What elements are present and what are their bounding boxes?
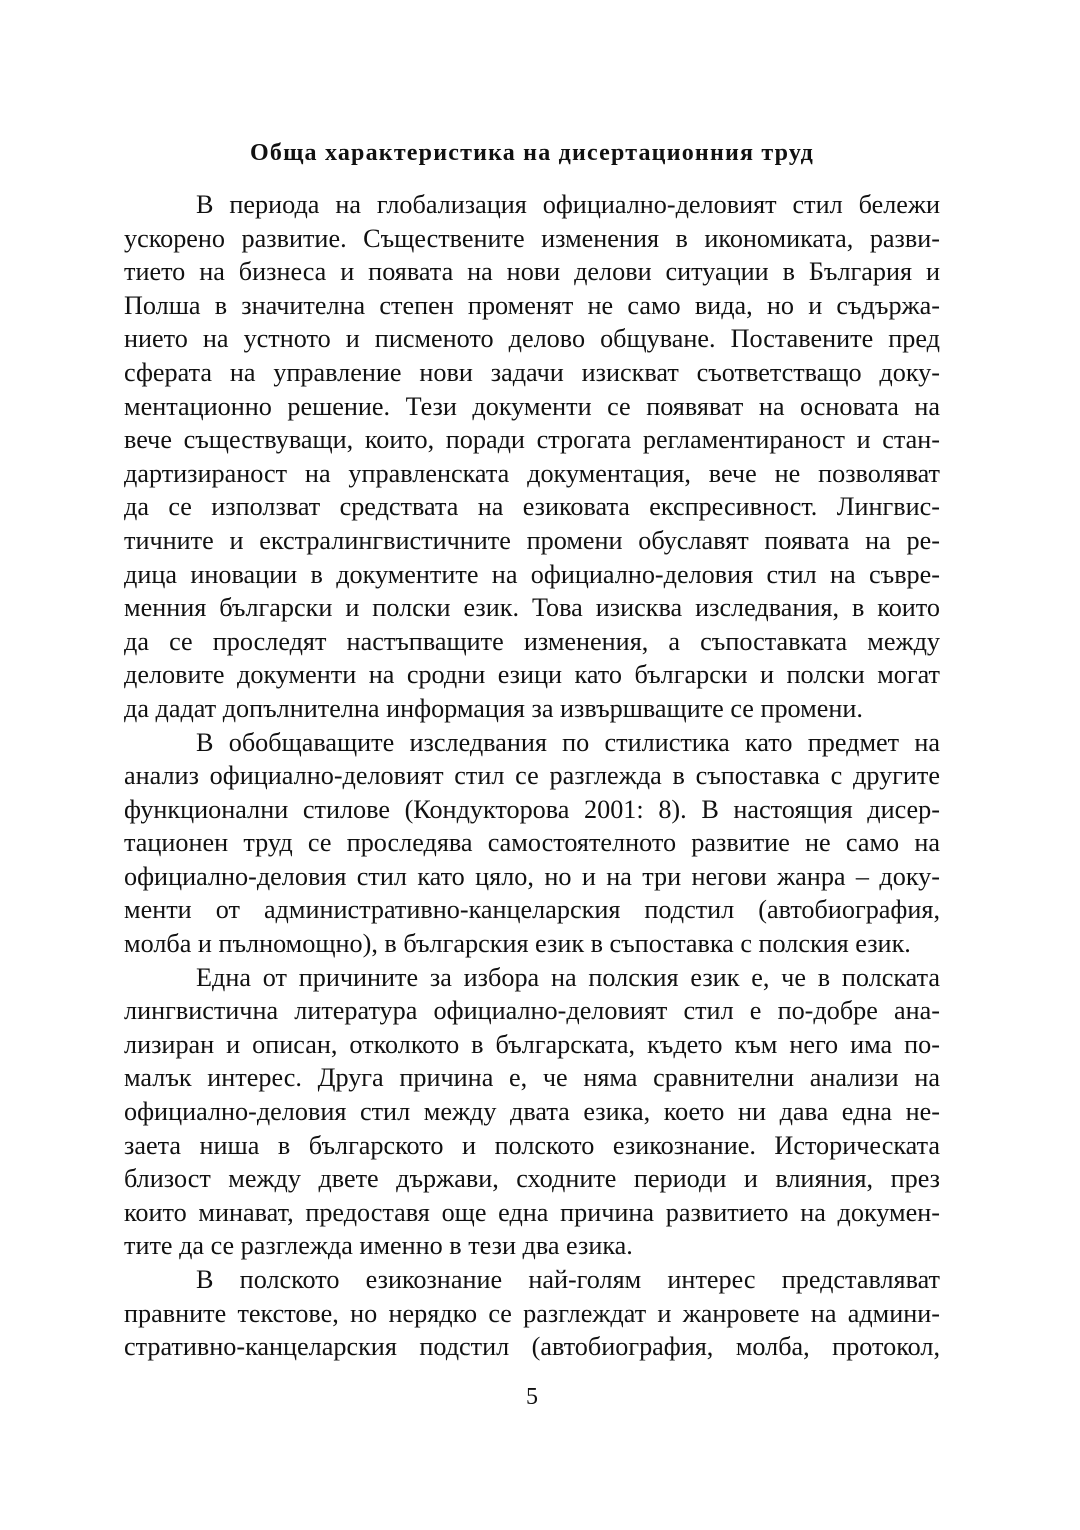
text-line: да се използват средствата на езиковата експресивност. Лингвис- — [124, 492, 940, 522]
paragraph — [124, 961, 940, 1263]
text-line: молба и пълномощно), в българския език в съпоставка с полския език. — [124, 929, 911, 959]
text-line: тите да се разглежда именно в тези два езика. — [124, 1231, 633, 1261]
text-line: менти от административно-канцеларския подстил (автобиография, — [124, 895, 940, 925]
text-line: функционални стилове (Кондукторова 2001: 8). В настоящия дисер- — [124, 794, 940, 824]
text-line: деловите документи на сродни езици като български и полски могат — [124, 660, 940, 690]
text-line: да се проследят настъпващите изменения, а съпоставката между — [124, 626, 940, 656]
text-line: официално-деловия стил като цяло, но и на три негови жанра – доку- — [124, 861, 940, 891]
text-line: правните текстове, но нерядко се разглеждат и жанровете на админи- — [124, 1298, 940, 1328]
text-line: да дадат допълнителна информация за извършващите се промени. — [124, 693, 863, 723]
text-line: Една от причините за избора на полския език е, че в полската — [196, 962, 940, 992]
text-line: близост между двете държави, сходните периоди и влияния, през — [124, 1164, 940, 1194]
text-line: анализ официално-деловият стил се разглежда в съпоставка с другите — [124, 761, 940, 791]
text-line: менния български и полски език. Това изисква изследвания, в които — [124, 593, 940, 623]
text-line: вече съществуващи, които, поради строгата регламентираност и стан- — [124, 425, 940, 455]
text-line: Полша в значителна степен променят не само вида, но и съдържа- — [124, 290, 940, 320]
text-line: стративно-канцеларския подстил (автобиография, молба, протокол, — [124, 1332, 940, 1362]
text-line: тието на бизнеса и появата на нови делови ситуации в България и — [124, 257, 940, 287]
text-line: дица иновации в документите на официално-деловия стил на съвре- — [124, 559, 940, 589]
body-text — [124, 188, 940, 1364]
text-line: В обобщаващите изследвания по стилистика като предмет на — [196, 727, 940, 757]
text-line: тичните и екстралингвистичните промени обуславят появата на ре- — [124, 525, 940, 555]
text-line: лингвистична литература официално-деловият стил е по-добре ана- — [124, 996, 940, 1026]
section-heading: Обща характеристика на дисертационния труд — [250, 140, 814, 166]
paragraph — [124, 188, 940, 726]
paragraph — [124, 1263, 940, 1364]
text-line: сферата на управление нови задачи изискват съответстващо доку- — [124, 357, 940, 387]
text-line: дартизираност на управленската документация, вече не позволяват — [124, 458, 940, 488]
text-line: официално-деловия стил между двата езика, което ни дава една не- — [124, 1097, 940, 1127]
page-number: 5 — [526, 1384, 538, 1410]
text-line: лизиран и описан, отколкото в българската, където към него има по- — [124, 1029, 940, 1059]
text-line: В полското езикознание най-голям интерес представляват — [196, 1265, 940, 1294]
text-line: нието на устното и писменото делово общуване. Поставените пред — [124, 324, 940, 354]
paragraph — [124, 726, 940, 961]
text-line: малък интерес. Друга причина е, че няма сравнителни анализи на — [124, 1063, 940, 1093]
text-line: тационен труд се проследява самостоятелното развитие не само на — [124, 828, 940, 858]
text-line: В периода на глобализация официално-деловият стил бележи — [196, 190, 940, 219]
text-line: които минават, предоставя още една причина развитието на докумен- — [124, 1197, 940, 1227]
text-line: заета ниша в българското и полското езикознание. Историческата — [124, 1130, 940, 1160]
text-line: ментационно решение. Тези документи се появяват на основата на — [124, 391, 940, 421]
text-line: ускорено развитие. Съществените изменения в икономиката, разви- — [124, 223, 940, 253]
